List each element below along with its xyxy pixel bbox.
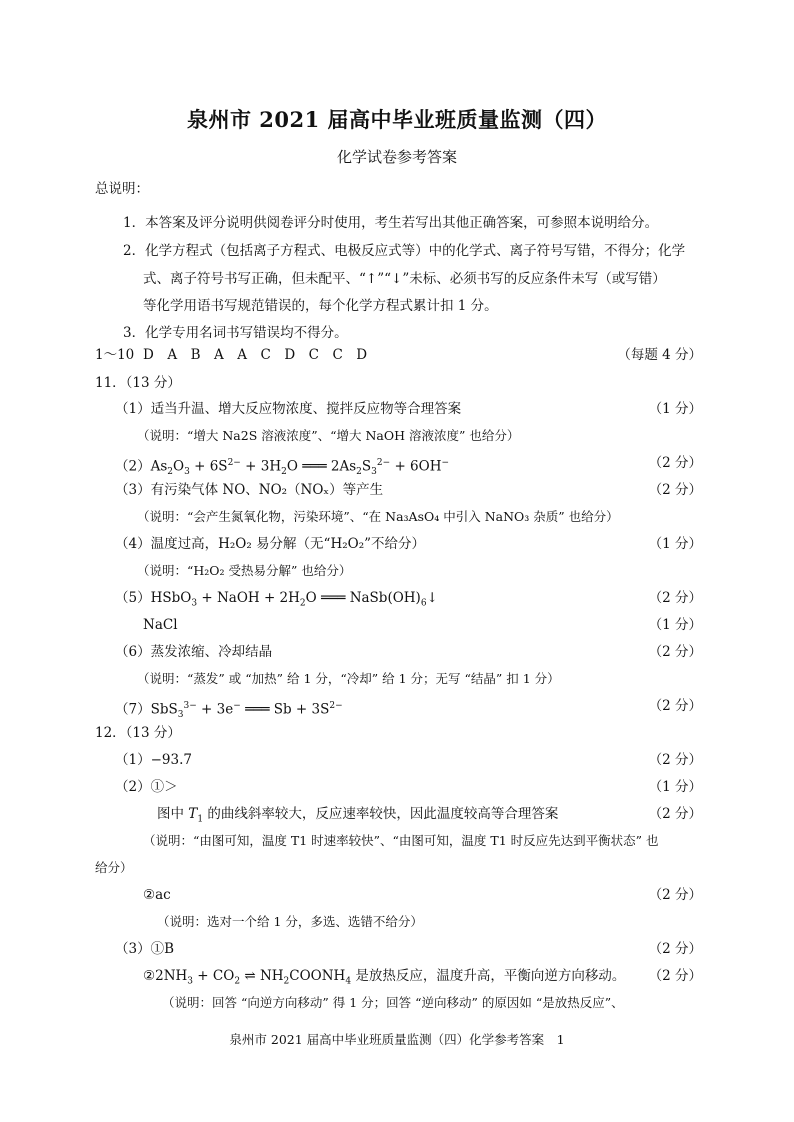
q11-heading: 11．（13 分） [95,375,181,391]
q12-part1-score: （2 分） [648,752,702,768]
general-item-3: 3．化学专用名词书写错误均不得分。 [123,325,348,341]
q12-part3-equation-score: （2 分） [648,968,702,984]
mc-score: （每题 4 分） [617,347,702,363]
page-subtitle: 化学试卷参考答案 [336,148,457,166]
q11-part4: （4）温度过高，H₂O₂ 易分解（无“H₂O₂”不给分） [115,536,426,552]
q11-part2-score: （2 分） [648,455,702,471]
mc-range: 1～10 [95,347,135,363]
mc-answers: D A B A A C D C C D [143,347,368,363]
q11-part1: （1）适当升温、增大反应物浓度、搅拌反应物等合理答案 [115,401,462,417]
q11-part3: （3）有污染气体 NO、NO₂（NOₓ）等产生 [115,482,384,498]
q11-part5-equation: （5）HSbO$_3$ + NaOH + $2H_2O$ ═══ $NaSb(OH)_6↓$ [115,590,438,609]
q11-part5-answer: NaCl [143,617,178,633]
q12-part3-equation-tail: 是放热反应，温度升高，平衡向逆方向移动。 [355,968,626,984]
q11-part2-equation: $(2)As_2O_3 + 6S^{2-} + 3H_2O$ ═══ $2As_2S_3^{2-} + 6OH^-$ [115,458,450,478]
q11-part1-score: （1 分） [648,401,702,417]
q12-part3-note: （说明：回答 “向逆方向移动” 得 1 分；回答 “逆向移动” 的原因如 “是放热反应”、 [162,995,624,1010]
q12-part2-note: （说明：“由图可知，温度 T1 时速率较快”、“由图可知，温度 T1 时反应先达到平衡状态” 也 [143,833,659,848]
q12-part2-reason: 图中 $T_1$ 的曲线斜率较大，反应速率较快，因此温度较高等合理答案 [157,806,559,825]
q12-part2-note-cont: 给分） [95,860,133,875]
q11-part5-answer-score: （1 分） [648,617,702,633]
q11-part3-note: （说明：“会产生氮氧化物，污染环境”、“在 Na₃AsO₄ 中引入 NaNO₃ 杂质” 也给分） [137,509,619,524]
general-heading: 总说明： [95,181,149,197]
q12-part2c-score: （2 分） [648,887,702,903]
q12-part3: （3）①B [115,941,175,957]
q12-part2c-note: （说明：选对一个给 1 分，多选、选错不给分） [157,914,423,929]
q12-part3-score: （2 分） [648,941,702,957]
q12-part1: （1）−93.7 [115,752,192,768]
general-item-2-cont2: 等化学用语书写规范错误的，每个化学方程式累计扣 1 分。 [143,298,498,314]
general-item-1: 1．本答案及评分说明供阅卷评分时使用，考生若写出其他正确答案，可参照本说明给分。 [123,215,659,231]
q12-part2c: ②ac [143,887,171,903]
q12-part3-equation: $②2NH_3 + CO_2$ ⇌ $NH_2COONH_4$ 是放热反应，温度升高，平衡向逆方向移动。 [143,968,626,987]
page-title: 泉州市 2021 届高中毕业班质量监测（四） [186,107,608,132]
q11-part3-score: （2 分） [648,482,702,498]
q11-part4-note: （说明：“H₂O₂ 受热易分解” 也给分） [137,563,352,578]
q11-part7-score: （2 分） [648,698,702,714]
q12-part2-reason-score: （2 分） [648,806,702,822]
q11-part6: （6）蒸发浓缩、冷却结晶 [115,644,273,660]
q11-part6-score: （2 分） [648,644,702,660]
q11-part6-note: （说明：“蒸发” 或 “加热” 给 1 分，“冷却” 给 1 分；无写 “结晶” 扣 1 分） [137,671,560,686]
q11-part1-note: （说明：“增大 Na2S 溶液浓度”、“增大 NaOH 溶液浓度” 也给分） [137,428,520,443]
q12-part2: （2）①＞ [115,779,178,795]
q12-part2-score: （1 分） [648,779,702,795]
page-footer: 泉州市 2021 届高中毕业班质量监测（四）化学参考答案 1 [229,1032,565,1047]
q11-part4-score: （1 分） [648,536,702,552]
q11-part7-equation: （7）SbS$_3^{3-}$ + 3e− ═══ $Sb + 3S^{2-}$ [115,701,343,721]
general-item-2-cont: 式、离子符号书写正确，但未配平、“↑”“↓”未标、必须书写的反应条件未写（或写错） [143,271,666,287]
q12-heading: 12．（13 分） [95,725,181,741]
q11-part5-score: （2 分） [648,590,702,606]
general-item-2: 2．化学方程式（包括离子方程式、电极反应式等）中的化学式、离子符号写错，不得分；化学 [123,243,686,259]
